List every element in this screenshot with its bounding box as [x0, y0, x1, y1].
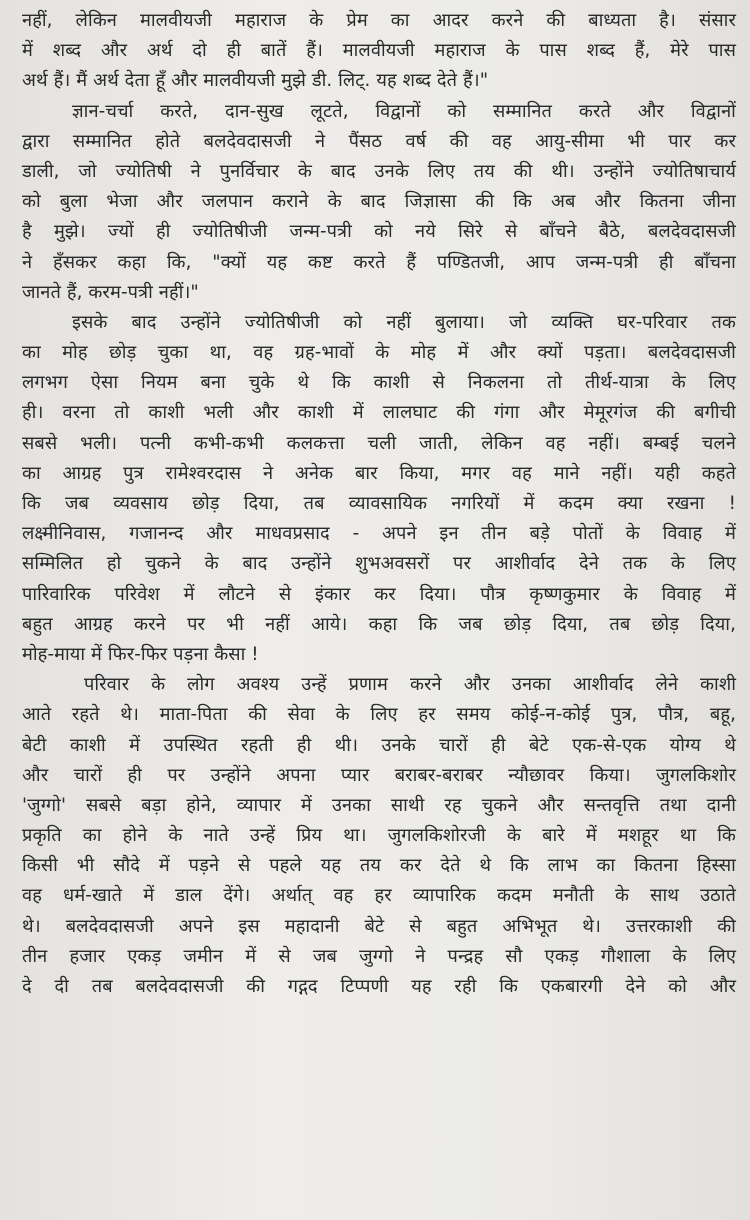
text-line: किसी भी सौदे में पड़ने से पहले यह तय कर देते थे कि लाभ का कितना हिस्सा [22, 855, 736, 877]
text-line: सम्मिलित हो चुकने के बाद उन्होंने शुभअवसरों पर आशीर्वाद देने तक के लिए [22, 553, 736, 575]
text-line: तीन हजार एकड़ जमीन में से जब जुग्गो ने पन्द्रह सौ एकड़ गौशाला के लिए [22, 945, 736, 967]
text-line: है मुझे। ज्यों ही ज्योतिषीजी जन्म-पत्री को नये सिरे से बाँचने बैठे, बलदेवदासजी [22, 221, 736, 243]
text-line: बेटी काशी में उपस्थित रहती ही थी। उनके चारों ही बेटे एक-से-एक योग्य थे [22, 734, 736, 756]
text-line: ने हँसकर कहा कि, "क्यों यह कष्ट करते हैं पण्डितजी, आप जन्म-पत्री ही बाँचना [22, 251, 736, 273]
text-line: ही। वरना तो काशी भली और काशी में लालघाट की गंगा और मेमूरगंज की बगीची [22, 402, 736, 424]
text-line: द्वारा सम्मानित होते बलदेवदासजी ने पैंसठ वर्ष की वह आयु-सीमा भी पार कर [22, 130, 736, 152]
paragraph-2 [22, 97, 736, 308]
text-line: लगभग ऐसा नियम बना चुके थे कि काशी से निकलना तो तीर्थ-यात्रा के लिए [22, 372, 736, 394]
text-line: ज्ञान-चर्चा करते, दान-सुख लूटते, विद्वानों को सम्मानित करते और विद्वानों [72, 100, 736, 122]
text-line: जानते हैं, करम-पत्री नहीं।" [22, 281, 199, 303]
text-line: आते रहते थे। माता-पिता की सेवा के लिए हर समय कोई-न-कोई पुत्र, पौत्र, बहू, [22, 704, 736, 726]
text-line: और चारों ही पर उन्होंने अपना प्यार बराबर-बराबर न्यौछावर किया। जुगलकिशोर [22, 764, 736, 786]
text-line: लक्ष्मीनिवास, गजानन्द और माधवप्रसाद - अपने इन तीन बड़े पोतों के विवाह में [22, 523, 736, 545]
text-line: नहीं, लेकिन मालवीयजी महाराज के प्रेम का आदर करने की बाध्यता है। संसार [22, 10, 736, 31]
text-line: में शब्द और अर्थ दो ही बातें हैं। मालवीयजी महाराज के पास शब्द हैं, मेरे पास [22, 40, 736, 62]
text-line: थे। बलदेवदासजी अपने इस महादानी बेटे से बहुत अभिभूत थे। उत्तरकाशी की [22, 915, 736, 937]
text-line: का मोह छोड़ चुका था, वह ग्रह-भावों के मोह में और क्यों पड़ता। बलदेवदासजी [22, 342, 736, 364]
text-line: कि जब व्यवसाय छोड़ दिया, तब व्यावसायिक नगरियों में कदम क्या रखना ! [22, 493, 736, 514]
text-line: को बुला भेजा और जलपान कराने के बाद जिज्ञासा की कि अब और कितना जीना [22, 191, 736, 213]
text-line: अर्थ हैं। मैं अर्थ देता हूँ और मालवीयजी मुझे डी. लिट्. यह शब्द देते हैं।" [22, 70, 489, 92]
text-line: दे दी तब बलदेवदासजी की गद्गद टिप्पणी यह रही कि एकबारगी देने को और [22, 976, 736, 997]
text-line: डाली, जो ज्योतिषी ने पुनर्विचार के बाद उनके लिए तय की थी। उन्होंने ज्योतिषाचार्य [22, 160, 736, 182]
paragraph-1 [22, 6, 736, 97]
text-line: परिवार के लोग अवश्य उन्हें प्रणाम करने और उनका आशीर्वाद लेने काशी [84, 674, 736, 696]
text-line: सबसे भली। पत्नी कभी-कभी कलकत्ता चली जाती, लेकिन वह नहीं। बम्बई चलने [22, 432, 736, 454]
text-line: वह धर्म-खाते में डाल देंगे। अर्थात् वह हर व्यापारिक कदम मनौती के साथ उठाते [22, 885, 736, 907]
paragraph-4 [22, 670, 736, 1002]
text-line: बहुत आग्रह करने पर भी नहीं आये। कहा कि जब छोड़ दिया, तब छोड़ दिया, [22, 613, 736, 635]
text-line: 'जुग्गो' सबसे बड़ा होने, व्यापार में उनका साथी रह चुकने और सन्तवृत्ति तथा दानी [22, 794, 736, 816]
text-line: मोह-माया में फिर-फिर पड़ना कैसा ! [22, 643, 259, 665]
text-line: का आग्रह पुत्र रामेश्वरदास ने अनेक बार किया, मगर वह माने नहीं। यही कहते [22, 462, 736, 484]
paragraph-3 [22, 308, 736, 670]
text-line: इसके बाद उन्होंने ज्योतिषीजी को नहीं बुलाया। जो व्यक्ति घर-परिवार तक [72, 311, 736, 333]
text-line: प्रकृति का होने के नाते उन्हें प्रिय था। जुगलकिशोरजी के बारे में मशहूर था कि [22, 825, 736, 847]
text-line: पारिवारिक परिवेश में लौटने से इंकार कर दिया। पौत्र कृष्णकुमार के विवाह में [22, 583, 736, 605]
